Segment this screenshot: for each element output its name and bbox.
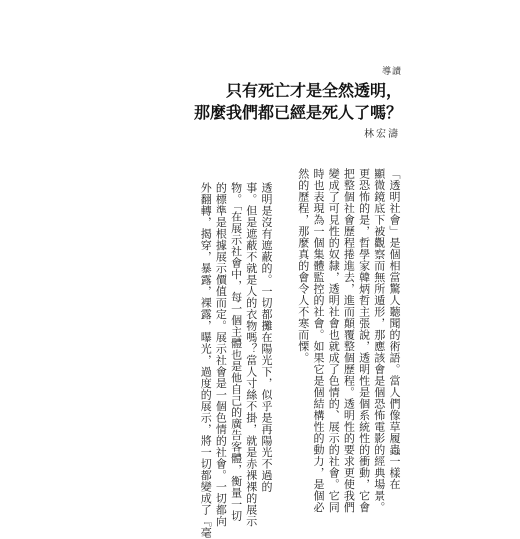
text-line: 把整個社會歷程捲進去，進而顛覆整個歷程。透明性的要求更使我們 — [342, 168, 356, 513]
text-line: 物。「在展示社會中，每一個主體也是他自己的廣告客體，衡量一切 — [229, 182, 243, 522]
text-line: 更恐怖的是，哲學家韓炳哲主張說，透明性是個系統性的衝動，它會 — [357, 168, 371, 513]
text-line: 的標準是根據展示價值而定。展示社會是一個色情的社會。一切都向 — [214, 182, 228, 527]
text-line: 透明是沒有遮蔽的。一切都攤在陽光下，似乎是再陽光不過的 — [260, 182, 273, 493]
text-line: 「透明社會」是個相當驚人聽聞的術語。當人們像草履蟲一樣在 — [388, 168, 401, 490]
author-name: 林宏濤 — [364, 129, 400, 140]
page-title-line-2: 那麼我們都已經是死人了嗎？ — [193, 103, 402, 122]
text-line: 變成了可見性的奴隸，透明社會也就成了色情的、展示的社會。它同 — [327, 168, 341, 513]
body-paragraph-1 — [296, 168, 402, 513]
text-line: 顯微鏡底下被觀察而無所遁形，那應該會是個恐怖電影的經典場景。 — [372, 168, 386, 513]
page-title-line-1: 只有死亡才是全然透明， — [225, 81, 402, 100]
text-line: 外翻轉，揭穿，暴露，裸露，曝光，過度的展示，將一切都變成了『毫 — [199, 182, 213, 539]
body-paragraph-2 — [198, 182, 274, 539]
section-label: 導讀 — [381, 67, 402, 77]
text-line: 事。但是遮蔽不就是人的衣物嗎？當人寸絲不掛，就是赤裸裸的展示 — [244, 182, 258, 527]
text-line: 時也表現為一個集體監控的社會。如果它是個結構性的動力，是個必 — [311, 168, 325, 513]
text-line: 然的歷程，那麼真的會令人不寒而慄。 — [296, 168, 310, 364]
